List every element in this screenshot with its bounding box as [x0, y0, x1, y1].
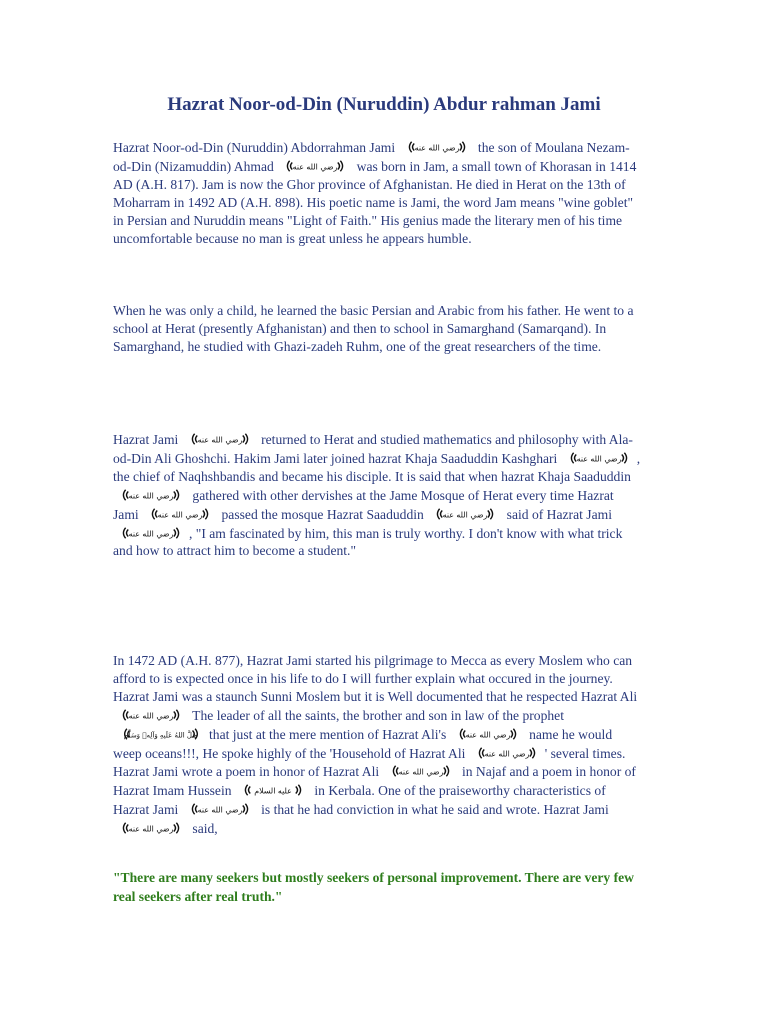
- paragraph-text: name he would weep oceans!!!, He spoke highly of the 'Household of Hazrat Ali: [113, 726, 613, 761]
- paragraph-text: ' several times. Hazrat Jami wrote a poem in honor of Hazrat Ali: [113, 745, 626, 780]
- paragraph-text: was born in Jam, a small town of Khorasan in 1414 AD (A.H. 817). Jam is now the Ghor province of Afghanistan. He died in Herat on the 13th of Moharram in 1492 AD (A.H. 898). His poetic name is Jami, the word Jam means "wine goblet" in Persian and Nuruddin means "Light of Faith." His genius made the literary men of his time uncomfortable because no man is great unless he appears humble.: [113, 158, 637, 246]
- paragraph-text: , the chief of Naqhshbandis and became his disciple. It is said that when hazrat Khaja Saaduddin: [113, 450, 641, 484]
- paragraph-text: in Kerbala. One of the praiseworthy characteristics of Hazrat Jami: [113, 783, 606, 818]
- paragraph-text: is that he had conviction in what he said and wrote. Hazrat Jami: [261, 802, 609, 818]
- paragraph-text: gathered with other dervishes at the Jame Mosque of Herat every time Hazrat Jami: [113, 487, 614, 522]
- paragraph-text: said,: [192, 821, 218, 837]
- jami-quote: "There are many seekers but mostly seekers of personal improvement. There are very few real seekers after real truth.": [113, 870, 634, 904]
- honorific-radi-icon: [564, 451, 634, 465]
- paragraph-text: The leader of all the saints, the brother and son in law of the prophet: [192, 707, 564, 723]
- honorific-radi-icon: [386, 764, 456, 778]
- honorific-alaihi-icon: [238, 783, 308, 797]
- paragraph-birth: [113, 138, 641, 247]
- honorific-radi-icon: [116, 488, 186, 502]
- paragraph-text: Hazrat Jami: [113, 432, 179, 447]
- honorific-salla-icon: [116, 727, 206, 741]
- honorific-radi-icon: [402, 140, 472, 154]
- paragraph-text: that just at the mere mention of Hazrat Ali's: [209, 726, 447, 742]
- honorific-radi-icon: [116, 821, 186, 835]
- honorific-radi-icon: [430, 507, 500, 521]
- paragraph-text: the son of Moulana Nezam-od-Din (Nizamuddin) Ahmad: [113, 140, 630, 174]
- paragraph-pilgrimage: [113, 652, 641, 838]
- honorific-radi-icon: [472, 746, 542, 760]
- paragraph-text: In 1472 AD (A.H. 877), Hazrat Jami started his pilgrimage to Mecca as every Moslem who can afford to is expected once in his life to do I will further explain what occured in the journey. Hazrat Jami was a staunch Sunni Moslem but it is Well documented that he respected Hazrat Ali: [113, 653, 638, 704]
- honorific-radi-icon: [280, 159, 350, 173]
- paragraph-text: passed the mosque Hazrat Saaduddin: [221, 506, 424, 522]
- paragraph-text: said of Hazrat Jami: [506, 506, 612, 522]
- paragraph-text: returned to Herat and studied mathematics and philosophy with Ala-od-Din Ali Ghoshchi. Hakim Jami later joined hazrat Khaja Saaduddin Kashghari: [113, 432, 633, 466]
- paragraph-text: , "I am fascinated by him, this man is truly worthy. I don't know with what trick and how to attract him to become a student.": [113, 525, 623, 559]
- paragraph-text: Hazrat Noor-od-Din (Nuruddin) Abdorrahman Jami: [113, 140, 396, 155]
- honorific-radi-icon: [145, 507, 215, 521]
- paragraph-disciple: [113, 430, 641, 560]
- honorific-radi-icon: [185, 802, 255, 816]
- paragraph-text: in Najaf and a poem in honor of Hazrat Imam Hussein: [113, 764, 636, 799]
- honorific-radi-icon: [116, 526, 186, 540]
- paragraph-text: When he was only a child, he learned the basic Persian and Arabic from his father. He went to a school at Herat (presently Afghanistan) and then to school in Samarghand (Samarqand). In Samarghand, he studied with Ghazi-zadeh Ruhm, one of the great researchers of the time.: [113, 303, 634, 354]
- honorific-radi-icon: [453, 727, 523, 741]
- page-title: Hazrat Noor-od-Din (Nuruddin) Abdur rahman Jami: [167, 94, 601, 115]
- honorific-radi-icon: [185, 432, 255, 446]
- honorific-radi-icon: [116, 708, 186, 722]
- paragraph-education: [113, 302, 641, 356]
